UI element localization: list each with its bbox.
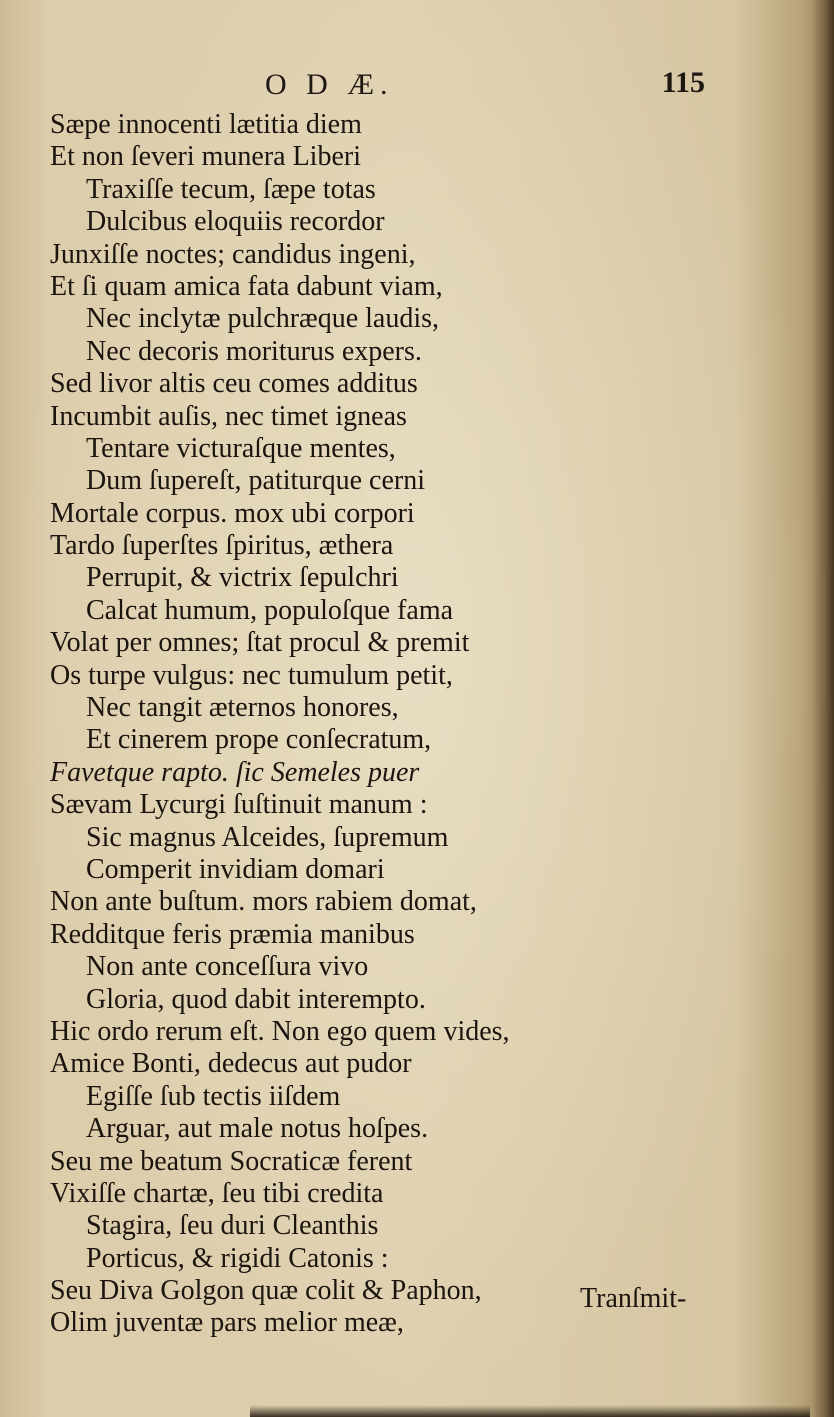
verse-line: Et cinerem prope conſecratum, xyxy=(86,724,432,756)
verse-line: Nec inclytæ pulchræque laudis, xyxy=(86,303,440,335)
verse-line: Sæpe innocenti lætitia diem xyxy=(50,109,362,140)
verse-line: Comperit invidiam domari xyxy=(86,853,385,885)
verse-line: Et non ſeveri munera Liberi xyxy=(50,141,361,173)
verse-line: Sed livor altis ceu comes additus xyxy=(50,368,418,400)
verse-line: Tardo ſuperſtes ſpiritus, æthera xyxy=(50,530,394,562)
verse-line: Volat per omnes; ſtat procul & premit xyxy=(50,627,470,659)
verse-line: Incumbit auſis, nec timet igneas xyxy=(50,400,407,432)
verse-line: Tentare victuraſque mentes, xyxy=(86,432,396,464)
verse-line: Stagira, ſeu duri Cleanthis xyxy=(86,1210,379,1242)
verse-line: Porticus, & rigidi Catonis : xyxy=(86,1242,389,1274)
running-title: O D Æ. xyxy=(265,68,394,101)
page-gutter-shadow xyxy=(812,0,834,1417)
verse-line: Seu me beatum Socraticæ ferent xyxy=(50,1145,413,1177)
verse-line: Hic ordo rerum eſt. Non ego quem vides, xyxy=(50,1015,510,1047)
verse-line: Non ante conceſſura vivo xyxy=(86,951,369,983)
verse-line: Redditque feris præmia manibus xyxy=(50,918,415,950)
verse-line: Olim juventæ pars melior meæ, xyxy=(50,1307,404,1339)
verse-line: Vixiſſe chartæ, ſeu tibi credita xyxy=(50,1177,384,1209)
verse-line: Non ante buſtum. mors rabiem domat, xyxy=(50,886,477,918)
verse-line: Sævam Lycurgi ſuſtinuit manum : xyxy=(50,789,428,821)
verse-line: Nec tangit æternos honores, xyxy=(86,692,399,724)
verse-line: Mortale corpus. mox ubi corpori xyxy=(50,497,415,529)
verse-line: Gloria, quod dabit interempto. xyxy=(86,983,426,1015)
verse-line: Os turpe vulgus: nec tumulum petit, xyxy=(50,659,453,691)
verse-line: Favetque rapto. ſic Semeles puer xyxy=(50,756,420,788)
verse-line: Sic magnus Alceides, ſupremum xyxy=(86,821,449,853)
verse-line: Dum ſupereſt, patiturque cerni xyxy=(86,465,425,497)
verse-line: Seu Diva Golgon quæ colit & Paphon, xyxy=(50,1275,482,1307)
verse-line: Calcat humum, populoſque fama xyxy=(86,594,454,626)
verse-line: Dulcibus eloquiis recordor xyxy=(86,206,385,238)
verse-line: Arguar, aut male notus hoſpes. xyxy=(86,1113,429,1145)
ode-text xyxy=(50,109,730,1340)
verse-line: Egiſſe ſub tectis iiſdem xyxy=(86,1080,341,1112)
verse-line: Perrupit, & victrix ſepulchri xyxy=(86,562,399,594)
verse-line: Nec decoris moriturus expers. xyxy=(86,335,422,367)
page-number: 115 xyxy=(661,66,705,99)
verse-line: Traxiſſe tecum, ſæpe totas xyxy=(86,173,376,205)
verse-line: Et ſi quam amica fata dabunt viam, xyxy=(50,270,443,302)
verse-line: Junxiſſe noctes; candidus ingeni, xyxy=(50,238,416,270)
catchword: Tranſmit- xyxy=(580,1283,687,1314)
verse-line: Amice Bonti, dedecus aut pudor xyxy=(50,1048,412,1080)
page-edge-shadow xyxy=(250,1405,810,1417)
page-header xyxy=(265,68,705,108)
